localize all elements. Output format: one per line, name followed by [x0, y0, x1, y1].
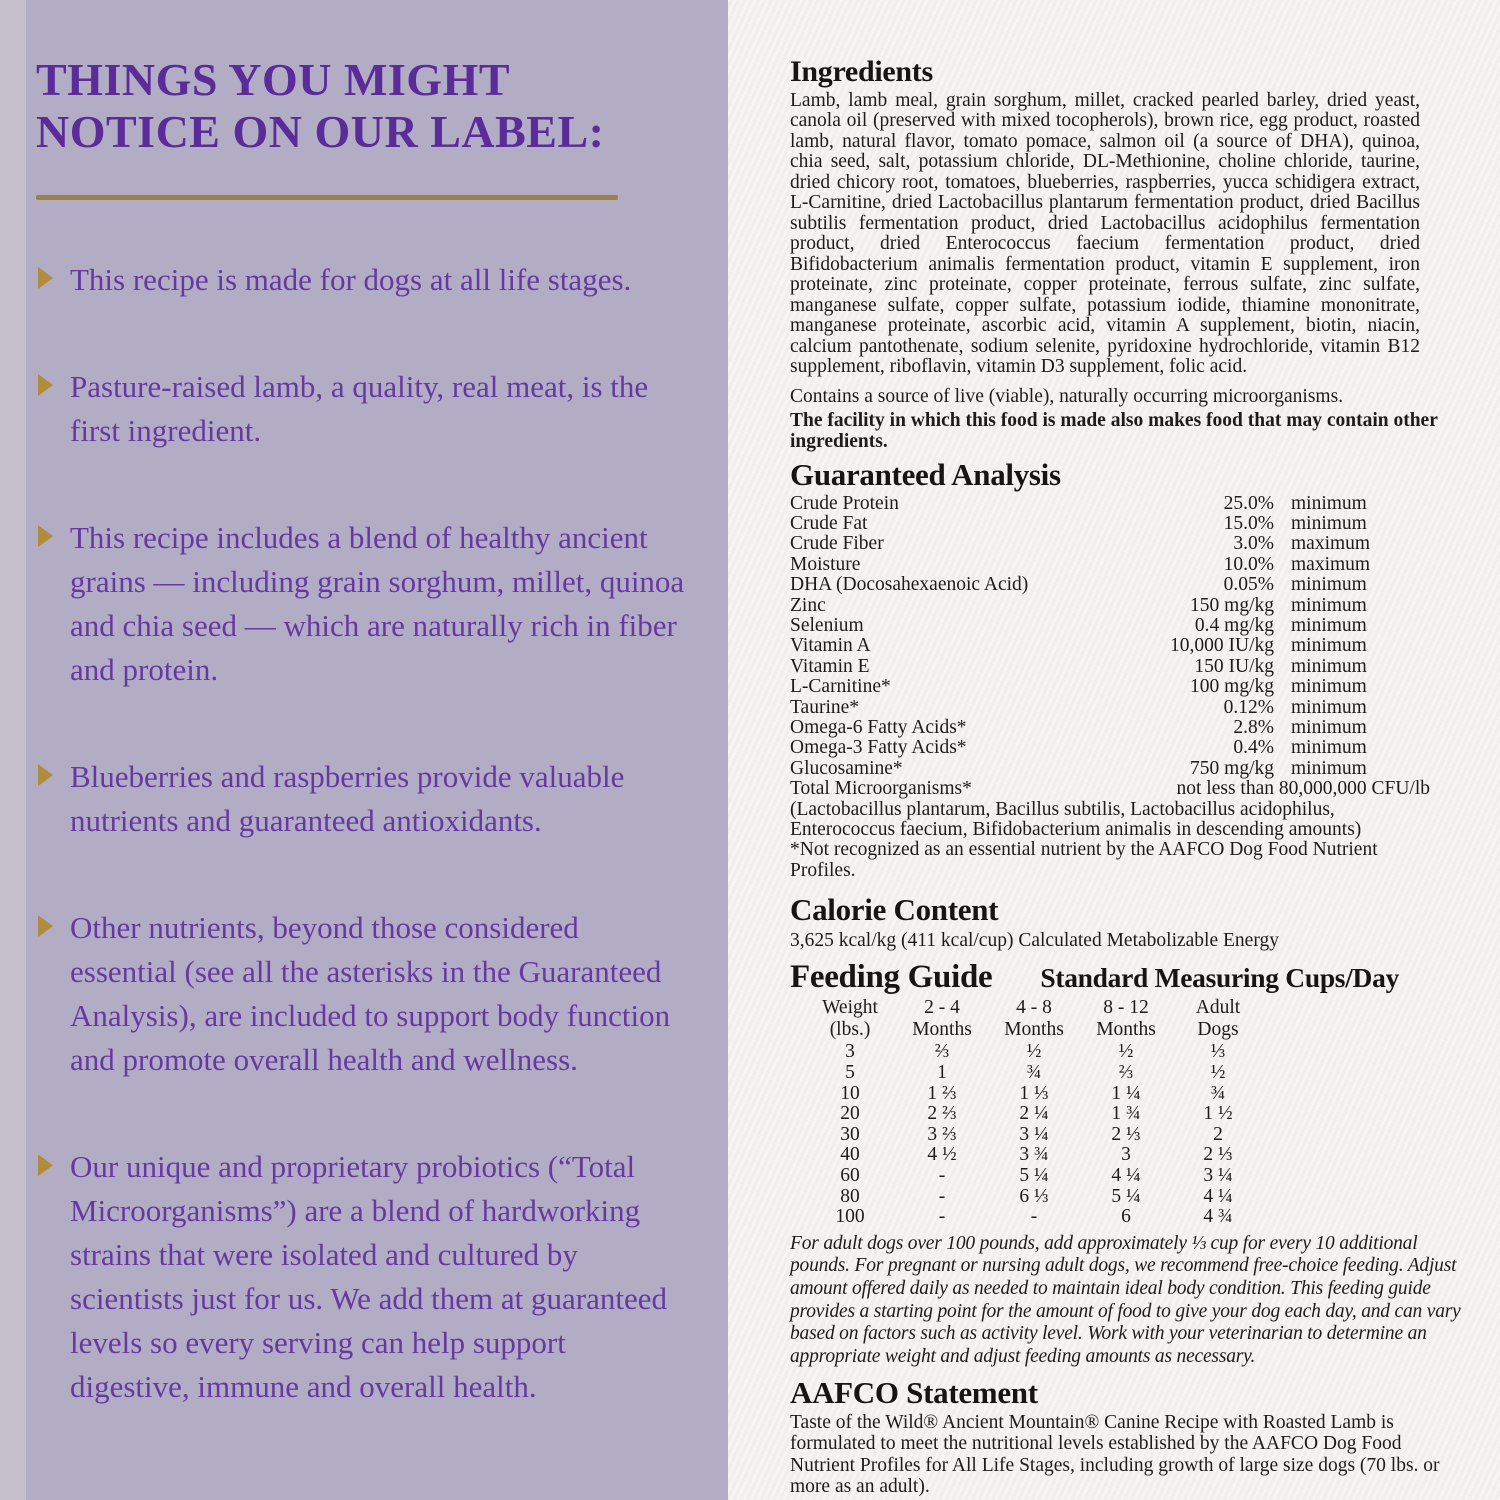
contains-note: Contains a source of live (viable), naturally occurring microorganisms. [790, 385, 1344, 407]
cups-cell: 4 ¼ [1203, 1185, 1233, 1207]
right-triangle-icon [38, 764, 53, 786]
nutrient-value: 0.12% [1223, 696, 1274, 718]
cups-cell: 3 ⅔ [927, 1123, 957, 1145]
nutrient-qualifier: minimum [1291, 512, 1367, 534]
right-triangle-icon [38, 525, 53, 547]
column-header-line: Dogs [1197, 1018, 1239, 1040]
measuring-cups-heading: Standard Measuring Cups/Day [1040, 961, 1400, 993]
nutrient-name: Crude Protein [790, 492, 899, 514]
asterisk-footnote: *Not recognized as an essential nutrient by the AAFCO Dog Food Nutrient Profiles. [790, 839, 1378, 881]
table-row [790, 514, 1384, 534]
cups-cell: 2 ⅓ [1203, 1144, 1233, 1166]
nutrient-value: 100 mg/kg [1190, 676, 1274, 698]
cups-cell: 1 ¾ [1111, 1103, 1141, 1125]
nutrient-name: Glucosamine* [790, 757, 903, 779]
column-header-line: Months [1004, 1018, 1064, 1040]
nutrient-qualifier: minimum [1291, 574, 1367, 596]
nutrient-name: Selenium [790, 614, 864, 636]
nutrient-value: 10,000 IU/kg [1170, 635, 1274, 657]
cups-cell: ⅔ [934, 1041, 950, 1063]
nutrient-name: DHA (Docosahexaenoic Acid) [790, 574, 1029, 596]
table-row [790, 494, 1384, 514]
left-content [0, 0, 728, 1409]
nutrient-qualifier: minimum [1291, 614, 1367, 636]
cups-cell: 3 ¼ [1203, 1165, 1233, 1187]
cups-cell: 5 ¼ [1111, 1185, 1141, 1207]
nutrient-value: 150 IU/kg [1194, 655, 1274, 677]
nutrient-qualifier: minimum [1291, 757, 1367, 779]
column-header-line: Months [912, 1018, 972, 1040]
cups-cell: 6 [1121, 1206, 1131, 1228]
feeding-guide-section [790, 960, 1470, 1369]
nutrient-qualifier: minimum [1291, 655, 1367, 677]
nutrient-value: not less than 80,000,000 CFU/lb [1176, 778, 1430, 800]
column-header-line: 4 - 8 [1016, 997, 1052, 1019]
bullet-text: Other nutrients, beyond those considered essential (see all the asterisks in the Guaranteed Analysis), are included to support body function and promote overall health and wellness. [70, 910, 671, 1078]
table-row [790, 575, 1384, 595]
cups-cell: ⅔ [1118, 1062, 1134, 1084]
cups-cell: 4 ½ [927, 1144, 957, 1166]
aafco-text: Taste of the Wild® Ancient Mountain® Canine Recipe with Roasted Lamb is formulated to meet the nutritional levels established by the AAFCO Dog Food Nutrient Profiles for All Life Stages, including growth of large size dogs (70 lbs. or more as an adult). [790, 1411, 1440, 1497]
right-triangle-icon [38, 374, 53, 396]
nutrient-qualifier: minimum [1291, 492, 1367, 514]
feeding-guide-note: For adult dogs over 100 pounds, add approximately ⅓ cup for every 10 additional pounds. For pregnant or nursing adult dogs, we recommend free-choice feeding. Adjust amount offered daily as needed to maintain ideal body condition. This feeding guide provides a starting point for the amount of food to give your dog each day, and can vary based on factors such as activity level. Work with your veterinarian to determine an appropriate weight and adjust feeding amounts as necessary. [790, 1232, 1461, 1367]
weight-cell: 40 [840, 1144, 860, 1166]
weight-cell: 100 [835, 1206, 865, 1228]
column-header [804, 997, 896, 1042]
left-panel-heading: THINGS YOU MIGHT NOTICE ON OUR LABEL: [36, 54, 605, 157]
table-row [790, 534, 1384, 554]
nutrient-qualifier: minimum [1291, 717, 1367, 739]
nutrient-name: Omega-6 Fatty Acids* [790, 717, 967, 739]
nutrient-name: Zinc [790, 594, 826, 616]
cups-cell: 2 ⅔ [927, 1103, 957, 1125]
cups-cell: 1 ⅔ [927, 1082, 957, 1104]
guaranteed-analysis-heading: Guaranteed Analysis [790, 457, 1061, 492]
facility-note: The facility in which this food is made also makes food that may contain other ingredients. [790, 410, 1438, 452]
nutrient-name: Crude Fat [790, 512, 868, 534]
nutrient-name: Vitamin A [790, 635, 871, 657]
cups-cell: 2 ¼ [1019, 1103, 1049, 1125]
ingredients-section [790, 56, 1470, 452]
cups-cell: 4 ¾ [1203, 1206, 1233, 1228]
cups-cell: ⅓ [1210, 1041, 1226, 1063]
cups-cell: - [938, 1206, 946, 1228]
nutrient-value: 3.0% [1233, 533, 1274, 555]
right-panel [728, 0, 1500, 1500]
column-header [1172, 997, 1264, 1042]
nutrient-value: 2.8% [1233, 717, 1274, 739]
nutrient-name: Omega-3 Fatty Acids* [790, 737, 967, 759]
cups-cell: 3 [1121, 1144, 1131, 1166]
cups-cell: 5 ¼ [1019, 1165, 1049, 1187]
table-row [790, 636, 1384, 656]
cups-cell: 6 ⅓ [1019, 1185, 1049, 1207]
calorie-content-text: 3,625 kcal/kg (411 kcal/cup) Calculated Metabolizable Energy [790, 929, 1279, 951]
left-panel [0, 0, 728, 1500]
bullet-list [36, 258, 728, 1409]
nutrient-name: Moisture [790, 553, 861, 575]
bullet-item [36, 516, 691, 692]
column-header [1080, 997, 1172, 1042]
column-header [896, 997, 988, 1042]
nutrient-name: Vitamin E [790, 655, 870, 677]
right-triangle-icon [38, 1154, 53, 1176]
spacer [972, 779, 1177, 799]
gold-divider [36, 195, 618, 200]
table-row [790, 718, 1384, 738]
calorie-content-section [790, 894, 1470, 951]
aafco-section [790, 1377, 1470, 1497]
nutrient-qualifier: minimum [1291, 737, 1367, 759]
cups-cell: ½ [1026, 1041, 1042, 1063]
nutrient-qualifier: minimum [1291, 676, 1367, 698]
weight-cell: 30 [840, 1123, 860, 1145]
column-header-line: 2 - 4 [924, 997, 960, 1019]
table-row [790, 555, 1384, 575]
cups-cell: ¾ [1210, 1082, 1226, 1104]
nutrient-value: 750 mg/kg [1190, 757, 1274, 779]
ingredients-text: Lamb, lamb meal, grain sorghum, millet, cracked pearled barley, dried yeast, canola oil (preserved with mixed tocopherols), brown rice, egg product, roasted lamb, natural flavor, tomato pomace, salmon oil (a source of DHA), quinoa, chia seed, salt, potassium chloride, DL-Methionine, choline chloride, taurine, dried chicory root, tomatoes, blueberries, raspberries, yucca schidigera extract, L-Carnitine, dried Lactobacillus plantarum fermentation product, dried Bacillus subtilis fermentation product, dried Lactobacillus acidophilus fermentation product, dried Enterococcus faecium fermentation product, dried Bifidobacterium animalis fermentation product, vitamin E supplement, iron proteinate, zinc proteinate, copper proteinate, ferrous sulfate, zinc sulfate, manganese sulfate, copper sulfate, potassium iodide, thiamine mononitrate, manganese proteinate, ascorbic acid, vitamin A supplement, biotin, niacin, calcium pantothenate, sodium selenite, pyridoxine hydrochloride, vitamin B12 supplement, riboflavin, vitamin D3 supplement, folic acid. [790, 89, 1420, 377]
cups-cell: 3 ¼ [1019, 1123, 1049, 1145]
bullet-text: Pasture-raised lamb, a quality, real meat, is the first ingredient. [70, 369, 649, 449]
nutrient-value: 10.0% [1223, 553, 1274, 575]
aafco-heading: AAFCO Statement [790, 1375, 1038, 1411]
nutrient-qualifier: minimum [1291, 635, 1367, 657]
cups-cell: 2 ⅓ [1111, 1123, 1141, 1145]
column-header [988, 997, 1080, 1042]
bullet-text: Our unique and proprietary probiotics (“Total Microorganisms”) are a blend of hardworking strains that were isolated and cultured by scientists just for us. We add them at guaranteed levels so every serving can help support digestive, immune and overall health. [70, 1149, 667, 1405]
nutrient-name: Total Microorganisms* [790, 778, 972, 800]
cups-cell: 3 ¾ [1019, 1144, 1049, 1166]
cups-cell: - [938, 1165, 946, 1187]
ingredients-heading: Ingredients [790, 55, 933, 88]
nutrient-name: Taurine* [790, 696, 860, 718]
bullet-item [36, 1145, 691, 1409]
cups-cell: ¾ [1026, 1062, 1042, 1084]
feeding-guide-headline [790, 960, 1470, 995]
nutrient-name: Crude Fiber [790, 533, 884, 555]
right-triangle-icon [38, 267, 53, 289]
nutrient-value: 0.4% [1233, 737, 1274, 759]
weight-cell: 10 [840, 1082, 860, 1104]
nutrient-value: 150 mg/kg [1190, 594, 1274, 616]
bullet-item [36, 365, 691, 453]
bullet-text: This recipe is made for dogs at all life stages. [70, 262, 632, 298]
bullet-text: This recipe includes a blend of healthy ancient grains — including grain sorghum, millet, quinoa and chia seed — which are naturally rich in fiber and protein. [70, 520, 685, 688]
table-row [790, 616, 1384, 636]
table-row [790, 677, 1384, 697]
bullet-text: Blueberries and raspberries provide valuable nutrients and guaranteed antioxidants. [70, 759, 625, 839]
cups-cell: 4 ¼ [1111, 1165, 1141, 1187]
cups-cell: - [1030, 1206, 1038, 1228]
cups-cell: ½ [1210, 1062, 1226, 1084]
microorganisms-detail: (Lactobacillus plantarum, Bacillus subtilis, Lactobacillus acidophilus, Enterococcus faecium, Bifidobacterium animalis in descending amounts) [790, 798, 1362, 841]
weight-cell: 5 [845, 1062, 855, 1084]
nutrient-name: L-Carnitine* [790, 676, 891, 698]
guaranteed-analysis-section [790, 459, 1470, 881]
cups-cell: ½ [1118, 1041, 1134, 1063]
guaranteed-analysis-table [790, 494, 1384, 780]
feeding-guide-heading: Feeding Guide [790, 958, 993, 995]
nutrient-qualifier: minimum [1291, 696, 1367, 718]
cups-cell: 1 ⅓ [1019, 1082, 1049, 1104]
table-row [790, 738, 1384, 758]
right-triangle-icon [38, 915, 53, 937]
nutrient-value: 15.0% [1223, 512, 1274, 534]
bullet-item [36, 258, 691, 302]
nutrient-qualifier: maximum [1291, 553, 1371, 575]
column-header-line: Weight [822, 997, 878, 1019]
bullet-item [36, 755, 691, 843]
table-row [790, 698, 1384, 718]
column-header-line: (lbs.) [829, 1018, 871, 1040]
bullet-item [36, 906, 691, 1082]
table-row [790, 657, 1384, 677]
cups-cell: 1 [937, 1062, 947, 1084]
table-row [790, 759, 1384, 779]
nutrient-value: 0.4 mg/kg [1194, 614, 1274, 636]
weight-cell: 60 [840, 1165, 860, 1187]
cups-cell: 1 ¼ [1111, 1082, 1141, 1104]
column-header-line: Adult [1195, 997, 1241, 1019]
table-row [790, 596, 1384, 616]
cups-cell: 1 ½ [1203, 1103, 1233, 1125]
microorganisms-row [790, 779, 1430, 799]
nutrient-value: 0.05% [1223, 574, 1274, 596]
column-header-line: Months [1096, 1018, 1156, 1040]
nutrient-value: 25.0% [1223, 492, 1274, 514]
nutrient-qualifier: maximum [1291, 533, 1371, 555]
cups-cell: 2 [1213, 1123, 1223, 1145]
weight-cell: 20 [840, 1103, 860, 1125]
cups-cell: - [938, 1185, 946, 1207]
column-header-line: 8 - 12 [1103, 997, 1149, 1019]
calorie-content-heading: Calorie Content [790, 892, 999, 928]
weight-cell: 3 [845, 1041, 855, 1063]
feeding-guide-table [804, 997, 1470, 1227]
nutrient-qualifier: minimum [1291, 594, 1367, 616]
weight-cell: 80 [840, 1185, 860, 1207]
